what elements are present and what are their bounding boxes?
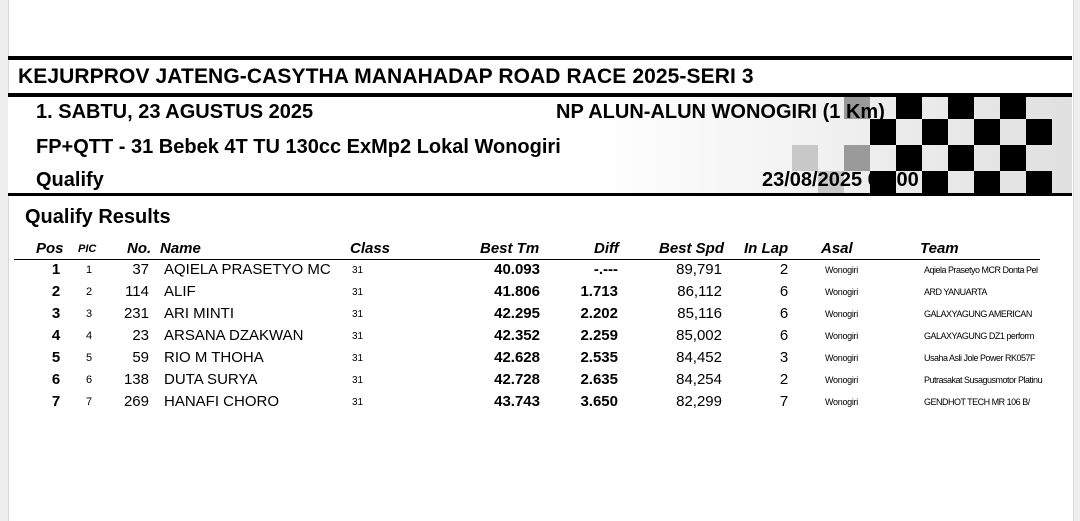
col-in-lap: In Lap: [744, 240, 789, 257]
diff-cell: 2.259: [580, 327, 618, 344]
best-speed-cell: 85,002: [676, 327, 722, 344]
table-row: [0, 261, 1080, 283]
best-speed-cell: 84,452: [676, 349, 722, 366]
header-top-rule: [8, 56, 1072, 60]
team-cell: Usaha Asli Jole Power RK057F: [924, 353, 1036, 363]
in-lap-cell: 3: [779, 349, 789, 366]
asal-cell: Wonogiri: [825, 353, 858, 363]
pic-cell: 5: [85, 352, 93, 364]
number-cell: 269: [123, 393, 149, 410]
rider-name-cell: AQIELA PRASETYO MC: [164, 261, 331, 278]
in-lap-cell: 6: [779, 327, 789, 344]
pos-cell: 6: [51, 371, 61, 388]
in-lap-cell: 7: [779, 393, 789, 410]
asal-cell: Wonogiri: [825, 287, 858, 297]
best-time-cell: 43.743: [494, 393, 540, 410]
col-pos: Pos: [36, 240, 64, 257]
number-cell: 37: [132, 261, 149, 278]
pos-cell: 1: [51, 261, 61, 278]
pos-cell: 7: [51, 393, 61, 410]
class-cell: 31: [352, 375, 364, 386]
rider-name-cell: ARI MINTI: [164, 305, 234, 322]
in-lap-cell: 2: [779, 371, 789, 388]
col-name: Name: [160, 240, 201, 257]
best-speed-cell: 86,112: [677, 283, 722, 300]
diff-cell: 2.635: [580, 371, 618, 388]
col-pic: PIC: [78, 243, 97, 255]
best-speed-cell: 84,254: [676, 371, 722, 388]
asal-cell: Wonogiri: [825, 397, 858, 407]
best-speed-cell: 89,791: [676, 261, 722, 278]
asal-cell: Wonogiri: [825, 265, 858, 275]
rider-name-cell: ARSANA DZAKWAN: [164, 327, 304, 344]
rider-name-cell: DUTA SURYA: [164, 371, 258, 388]
team-cell: Aqiela Prasetyo MCR Donta Pel: [924, 265, 1038, 275]
number-cell: 231: [123, 305, 149, 322]
race-class: FP+QTT - 31 Bebek 4T TU 130cc ExMp2 Lokal Wonogiri: [36, 136, 561, 158]
pos-cell: 3: [51, 305, 61, 322]
championship-title: KEJURPROV JATENG-CASYTHA MANAHADAP ROAD RACE 2025-SERI 3: [18, 65, 754, 88]
class-cell: 31: [352, 265, 364, 276]
best-time-cell: 42.728: [494, 371, 540, 388]
pic-cell: 3: [85, 308, 93, 320]
diff-cell: 3.650: [580, 393, 618, 410]
diff-cell: 1.713: [580, 283, 618, 300]
number-cell: 23: [132, 327, 149, 344]
team-cell: ARD YANUARTA: [924, 287, 987, 297]
class-cell: 31: [352, 309, 364, 320]
class-cell: 31: [352, 287, 364, 298]
best-time-cell: 41.806: [494, 283, 540, 300]
team-cell: GALAXYAGUNG DZ1 perform: [924, 331, 1034, 341]
table-row: [0, 371, 1080, 393]
table-row: [0, 349, 1080, 371]
diff-cell: -.---: [593, 261, 618, 278]
rider-name-cell: ALIF: [164, 283, 196, 300]
pic-cell: 2: [85, 286, 93, 298]
session-datetime: 23/08/2025 09:00: [762, 169, 919, 191]
number-cell: 138: [123, 371, 149, 388]
table-row: [0, 283, 1080, 305]
table-header-rule: [14, 259, 1040, 260]
pic-cell: 1: [85, 264, 93, 276]
class-cell: 31: [352, 397, 364, 408]
col-diff: Diff: [594, 240, 619, 257]
col-best-time: Best Tm: [480, 240, 540, 257]
best-time-cell: 42.628: [494, 349, 540, 366]
col-class: Class: [350, 240, 391, 257]
session-name: Qualify: [36, 169, 104, 191]
best-speed-cell: 85,116: [677, 305, 722, 322]
team-cell: GALAXYAGUNG AMERICAN: [924, 309, 1032, 319]
pos-cell: 4: [51, 327, 61, 344]
asal-cell: Wonogiri: [825, 375, 858, 385]
rider-name-cell: HANAFI CHORO: [164, 393, 280, 410]
col-best-speed: Best Spd: [659, 240, 725, 257]
header-bottom-rule: [8, 193, 1072, 196]
number-cell: 114: [125, 283, 149, 300]
class-cell: 31: [352, 353, 364, 364]
col-no: No.: [127, 240, 152, 257]
section-title: Qualify Results: [25, 206, 171, 228]
class-cell: 31: [352, 331, 364, 342]
team-cell: Putrasakat Susagusmotor Platinu: [924, 375, 1043, 385]
diff-cell: 2.535: [580, 349, 618, 366]
in-lap-cell: 6: [779, 283, 789, 300]
rider-name-cell: RIO M THOHA: [164, 349, 264, 366]
diff-cell: 2.202: [580, 305, 618, 322]
best-speed-cell: 82,299: [676, 393, 722, 410]
pic-cell: 6: [85, 374, 93, 386]
pos-cell: 2: [51, 283, 61, 300]
best-time-cell: 40.093: [494, 261, 540, 278]
in-lap-cell: 2: [779, 261, 789, 278]
pic-cell: 7: [85, 396, 93, 408]
pic-cell: 4: [85, 330, 93, 342]
best-time-cell: 42.295: [494, 305, 540, 322]
asal-cell: Wonogiri: [825, 309, 858, 319]
table-row: [0, 393, 1080, 415]
table-row: [0, 327, 1080, 349]
number-cell: 59: [132, 349, 149, 366]
col-team: Team: [920, 240, 959, 257]
race-venue: NP ALUN-ALUN WONOGIRI (1 Km): [556, 101, 885, 123]
pos-cell: 5: [51, 349, 61, 366]
col-asal: Asal: [821, 240, 853, 257]
table-row: [0, 305, 1080, 327]
best-time-cell: 42.352: [494, 327, 540, 344]
asal-cell: Wonogiri: [825, 331, 858, 341]
team-cell: GENDHOT TECH MR 106 B/: [924, 397, 1030, 407]
in-lap-cell: 6: [779, 305, 789, 322]
race-date: 1. SABTU, 23 AGUSTUS 2025: [36, 101, 314, 123]
